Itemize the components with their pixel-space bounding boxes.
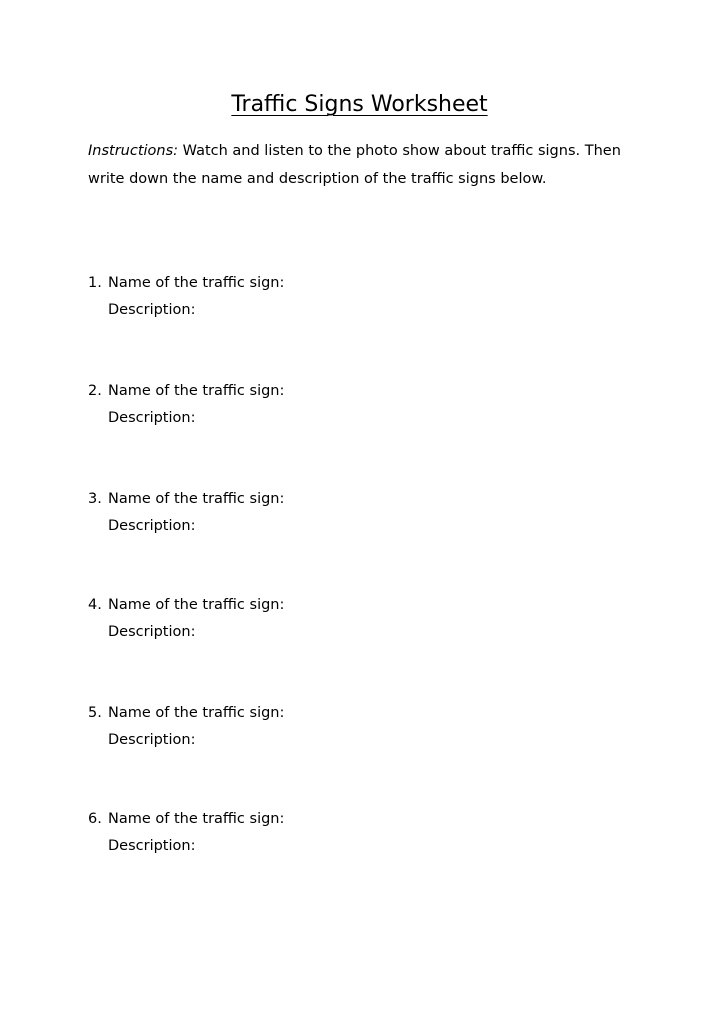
instructions-paragraph [88, 137, 648, 193]
worksheet-item-4 [88, 592, 284, 646]
item-name-label: Name of the traffic sign: [108, 383, 285, 399]
item-number: 2. [88, 383, 102, 399]
worksheet-item-6 [88, 806, 284, 860]
item-number: 1. [88, 275, 102, 291]
worksheet-item-3 [88, 486, 284, 540]
item-name-label: Name of the traffic sign: [108, 705, 285, 721]
item-description-label: Description: [108, 838, 196, 854]
item-description-label: Description: [108, 410, 196, 426]
worksheet-item-1 [88, 270, 284, 324]
item-number: 6. [88, 811, 102, 827]
instructions-label: Instructions: [88, 143, 179, 159]
item-name-label: Name of the traffic sign: [108, 597, 285, 613]
item-number: 5. [88, 705, 102, 721]
item-name-line [88, 700, 284, 727]
item-name-label: Name of the traffic sign: [108, 491, 285, 507]
item-name-line [88, 806, 284, 833]
item-number: 4. [88, 597, 102, 613]
item-name-line [88, 378, 284, 405]
worksheet-title [0, 88, 719, 122]
instructions-text: Watch and listen to the photo show about traffic signs. Then write down the name and description of the traffic signs below. [88, 143, 621, 187]
item-name-line [88, 270, 284, 297]
item-name-line [88, 486, 284, 513]
worksheet-item-5 [88, 700, 284, 754]
item-description-label: Description: [108, 302, 196, 318]
item-name-label: Name of the traffic sign: [108, 275, 285, 291]
item-name-label: Name of the traffic sign: [108, 811, 285, 827]
item-description-label: Description: [108, 624, 196, 640]
item-description-label: Description: [108, 518, 196, 534]
item-number: 3. [88, 491, 102, 507]
worksheet-item-2 [88, 378, 284, 432]
item-description-label: Description: [108, 732, 196, 748]
worksheet-title-text: Traffic Signs Worksheet [231, 92, 488, 117]
item-name-line [88, 592, 284, 619]
